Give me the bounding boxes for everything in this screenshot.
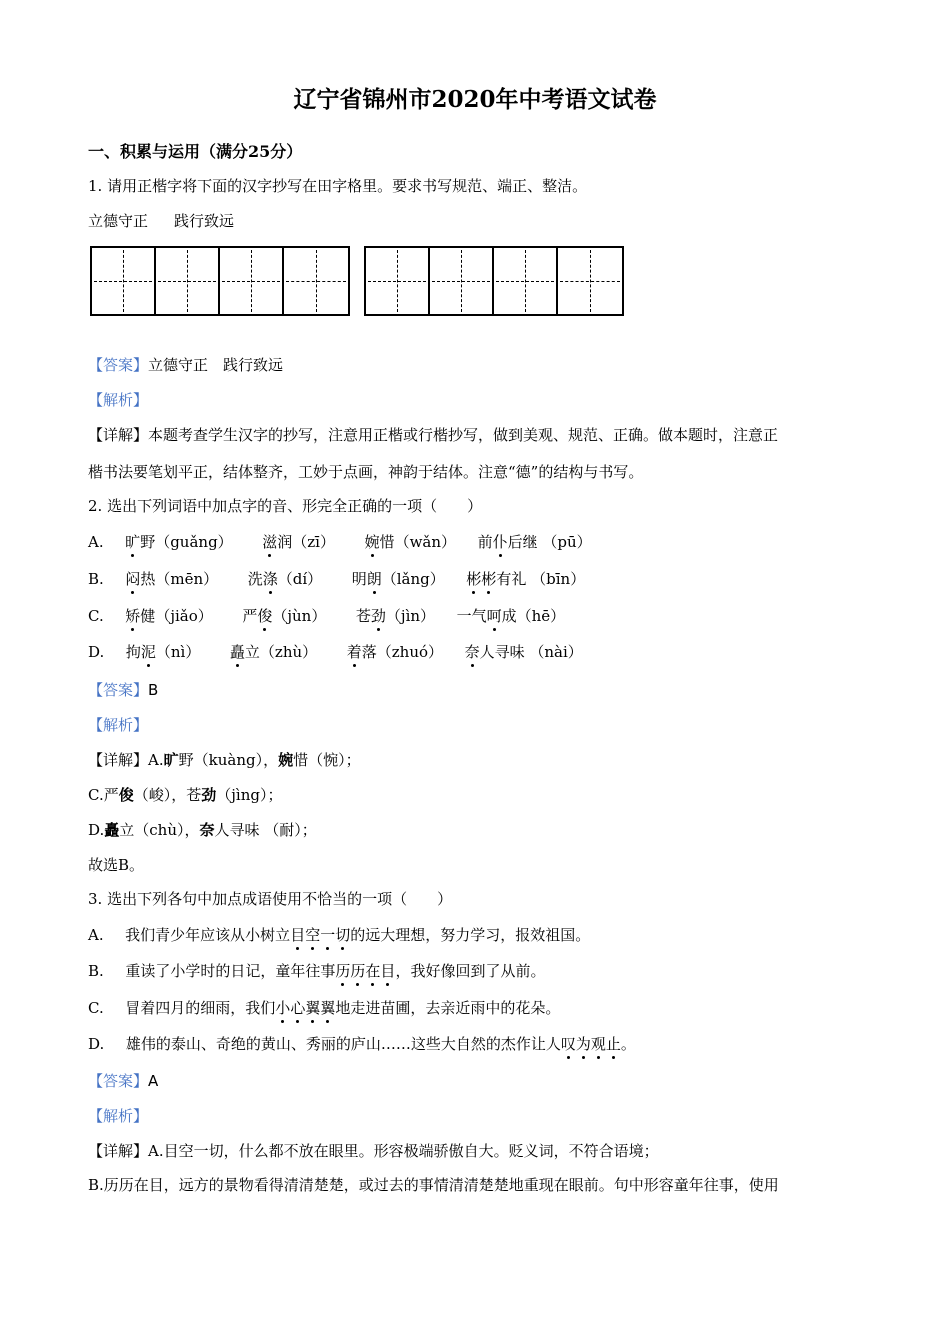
grid-cell bbox=[494, 248, 558, 314]
grid-cell bbox=[92, 248, 156, 314]
detail-text: 人寻味 （耐）； bbox=[214, 821, 317, 839]
detail-text: A. bbox=[148, 751, 164, 769]
dotted-char: 一 bbox=[320, 926, 336, 944]
dotted-char: 朗 bbox=[366, 570, 382, 588]
question-2-option-d bbox=[88, 641, 583, 663]
pinyin: （guǎng） bbox=[155, 533, 233, 551]
answer-text: A bbox=[148, 1072, 159, 1090]
sentence-text: 的远大理想，努力学习，报效祖国。 bbox=[350, 926, 591, 944]
word-text: 健 bbox=[140, 607, 156, 625]
page-title: 辽宁省锦州市2020年中考语文试卷 bbox=[293, 86, 657, 113]
bold-char: 俊 bbox=[118, 786, 134, 804]
pinyin: （pū） bbox=[542, 533, 592, 551]
detail-text: （峻），苍 bbox=[133, 786, 202, 804]
question-3-stem: 3. 选出下列各句中加点成语使用不恰当的一项（ ） bbox=[88, 890, 453, 908]
answer-tag: 【答案】 bbox=[88, 356, 149, 374]
question-3-detail-line-1 bbox=[88, 1140, 659, 1162]
question-1-detail-line-1 bbox=[88, 424, 778, 446]
detail-text: 立（chù）， bbox=[119, 821, 200, 839]
question-1-analysis-tag: 【解析】 bbox=[88, 391, 149, 409]
grid-cell bbox=[220, 248, 284, 314]
dotted-char: 为 bbox=[575, 1035, 591, 1053]
question-3-option-c bbox=[88, 997, 560, 1019]
option-label: D. bbox=[88, 1035, 105, 1053]
bold-char: 劲 bbox=[201, 786, 217, 804]
word-text: 落 bbox=[361, 643, 377, 661]
pinyin: （jiǎo） bbox=[155, 607, 213, 625]
dotted-char: 闷 bbox=[125, 570, 141, 588]
detail-text: A.目空一切，什么都不放在眼里。形容极端骄傲自大。贬义词，不符合语境； bbox=[148, 1142, 659, 1160]
dotted-char: 奈 bbox=[464, 643, 480, 661]
pinyin: （zhù） bbox=[259, 643, 318, 661]
pinyin: （mēn） bbox=[155, 570, 219, 588]
dotted-char: 着 bbox=[346, 643, 362, 661]
dotted-char: 历 bbox=[350, 962, 366, 980]
answer-text: B bbox=[148, 681, 159, 699]
option-label: A. bbox=[88, 533, 104, 551]
word-text: 严 bbox=[242, 607, 258, 625]
grid-cell bbox=[284, 248, 348, 314]
word-text: 洗 bbox=[247, 570, 263, 588]
option-label: C. bbox=[88, 607, 104, 625]
dotted-char: 劲 bbox=[370, 607, 386, 625]
question-3-answer bbox=[88, 1070, 158, 1092]
word-text: 前 bbox=[477, 533, 493, 551]
dotted-char: 矗 bbox=[229, 643, 245, 661]
word-text: 立 bbox=[244, 643, 260, 661]
detail-text: D. bbox=[88, 821, 105, 839]
word-text: 拘 bbox=[125, 643, 141, 661]
word-text: 野 bbox=[140, 533, 156, 551]
detail-text: 野（kuàng）， bbox=[178, 751, 279, 769]
detail-text: C.严 bbox=[88, 786, 119, 804]
pinyin: （hē） bbox=[516, 607, 566, 625]
option-label: B. bbox=[88, 962, 104, 980]
pinyin: （jùn） bbox=[272, 607, 327, 625]
dotted-char: 小 bbox=[275, 999, 291, 1017]
grid-cell bbox=[156, 248, 220, 314]
tianzige-grid-1 bbox=[90, 246, 350, 316]
grid-cell bbox=[558, 248, 622, 314]
dotted-char: 涤 bbox=[262, 570, 278, 588]
question-2-analysis-tag: 【解析】 bbox=[88, 716, 149, 734]
phrase-2: 践行致远 bbox=[174, 212, 235, 230]
pinyin: （nài） bbox=[529, 643, 583, 661]
dotted-char: 俊 bbox=[257, 607, 273, 625]
detail-text: 惜（惋）； bbox=[293, 751, 361, 769]
sentence-text: 地走进苗圃，去亲近雨中的花朵。 bbox=[335, 999, 561, 1017]
sentence-text: 。 bbox=[620, 1035, 636, 1053]
dotted-char: 旷 bbox=[125, 533, 141, 551]
sentence-text: 雄伟的泰山、奇绝的黄山、秀丽的庐山……这些大自然的杰作让人 bbox=[125, 1035, 561, 1053]
dotted-char: 婉 bbox=[364, 533, 380, 551]
question-1-answer bbox=[88, 354, 283, 376]
bold-char: 旷 bbox=[163, 751, 179, 769]
dotted-char: 翼 bbox=[320, 999, 336, 1017]
word-text: 惜 bbox=[379, 533, 395, 551]
question-2-conclusion: 故选B。 bbox=[88, 856, 145, 874]
option-label: C. bbox=[88, 999, 104, 1017]
pinyin: （dí） bbox=[277, 570, 323, 588]
word-text: 润 bbox=[277, 533, 293, 551]
question-1-phrases bbox=[88, 210, 234, 232]
question-2-answer bbox=[88, 679, 158, 701]
dotted-char: 泥 bbox=[140, 643, 156, 661]
detail-text: （jìng）； bbox=[216, 786, 283, 804]
bold-char: 婉 bbox=[278, 751, 294, 769]
dotted-char: 仆 bbox=[492, 533, 508, 551]
pinyin: （nì） bbox=[155, 643, 201, 661]
question-3-detail-line-2: B.历历在目，远方的景物看得清清楚楚，或过去的事情清清楚楚地重现在眼前。句中形容童年往事，使用 bbox=[88, 1176, 779, 1194]
question-2-option-b bbox=[88, 568, 585, 590]
option-label: B. bbox=[88, 570, 104, 588]
question-1-detail-line-2: 楷书法要笔划平正，结体整齐，工妙于点画，神韵于结体。注意“德”的结构与书写。 bbox=[88, 463, 644, 481]
grid-cell bbox=[366, 248, 430, 314]
grid-cell bbox=[430, 248, 494, 314]
sentence-text: ，我好像回到了从前。 bbox=[395, 962, 546, 980]
dotted-char: 目 bbox=[380, 962, 396, 980]
question-3-analysis-tag: 【解析】 bbox=[88, 1107, 149, 1125]
question-2-detail-line-1 bbox=[88, 749, 361, 771]
question-2-detail-line-3 bbox=[88, 819, 317, 841]
phrase-1: 立德守正 bbox=[88, 212, 149, 230]
tianzige-grid-2 bbox=[364, 246, 624, 316]
dotted-char: 历 bbox=[335, 962, 351, 980]
dotted-char: 彬 bbox=[466, 570, 482, 588]
sentence-text: 冒着四月的细雨，我们 bbox=[125, 999, 276, 1017]
dotted-char: 空 bbox=[305, 926, 321, 944]
word-text: 后继 bbox=[507, 533, 538, 551]
detail-text: 本题考查学生汉字的抄写，注意用正楷或行楷抄写，做到美观、规范、正确。做本题时，注意正 bbox=[148, 426, 779, 444]
pinyin: （zī） bbox=[292, 533, 335, 551]
question-3-option-a bbox=[88, 924, 590, 946]
word-text: 热 bbox=[140, 570, 156, 588]
dotted-char: 切 bbox=[335, 926, 351, 944]
dotted-char: 翼 bbox=[305, 999, 321, 1017]
dotted-char: 矫 bbox=[125, 607, 141, 625]
bold-char: 矗 bbox=[104, 821, 120, 839]
dotted-char: 观 bbox=[590, 1035, 606, 1053]
dotted-char: 目 bbox=[290, 926, 306, 944]
question-3-option-d bbox=[88, 1033, 636, 1055]
question-2-option-a bbox=[88, 531, 592, 553]
dotted-char: 彬 bbox=[481, 570, 497, 588]
option-label: D. bbox=[88, 643, 105, 661]
word-text: 人寻味 bbox=[479, 643, 525, 661]
detail-tag: 【详解】 bbox=[88, 1142, 149, 1160]
dotted-char: 止 bbox=[605, 1035, 621, 1053]
dotted-char: 滋 bbox=[262, 533, 278, 551]
option-label: A. bbox=[88, 926, 104, 944]
question-3-option-b bbox=[88, 960, 545, 982]
pinyin: （bīn） bbox=[531, 570, 586, 588]
question-2-option-c bbox=[88, 605, 565, 627]
pinyin: （jìn） bbox=[385, 607, 436, 625]
dotted-char: 心 bbox=[290, 999, 306, 1017]
dotted-char: 在 bbox=[365, 962, 381, 980]
word-text: 一气 bbox=[456, 607, 487, 625]
word-text: 苍 bbox=[355, 607, 371, 625]
question-2-stem: 2. 选出下列词语中加点字的音、形完全正确的一项（ ） bbox=[88, 497, 483, 515]
question-2-detail-line-2 bbox=[88, 784, 282, 806]
dotted-char: 叹 bbox=[560, 1035, 576, 1053]
bold-char: 奈 bbox=[199, 821, 215, 839]
section-heading: 一、积累与运用（满分25分） bbox=[88, 142, 303, 161]
question-1-stem: 1. 请用正楷字将下面的汉字抄写在田字格里。要求书写规范、端正、整洁。 bbox=[88, 177, 588, 195]
answer-tag: 【答案】 bbox=[88, 681, 149, 699]
detail-tag: 【详解】 bbox=[88, 751, 149, 769]
pinyin: （wǎn） bbox=[394, 533, 457, 551]
answer-text: 立德守正 践行致远 bbox=[148, 356, 284, 374]
dotted-char: 呵 bbox=[486, 607, 502, 625]
detail-tag: 【详解】 bbox=[88, 426, 149, 444]
sentence-text: 重读了小学时的日记，童年往事 bbox=[125, 962, 336, 980]
word-text: 明 bbox=[351, 570, 367, 588]
pinyin: （lǎng） bbox=[381, 570, 445, 588]
word-text: 有礼 bbox=[496, 570, 527, 588]
pinyin: （zhuó） bbox=[376, 643, 444, 661]
word-text: 成 bbox=[501, 607, 517, 625]
answer-tag: 【答案】 bbox=[88, 1072, 149, 1090]
sentence-text: 我们青少年应该从小树立 bbox=[125, 926, 291, 944]
